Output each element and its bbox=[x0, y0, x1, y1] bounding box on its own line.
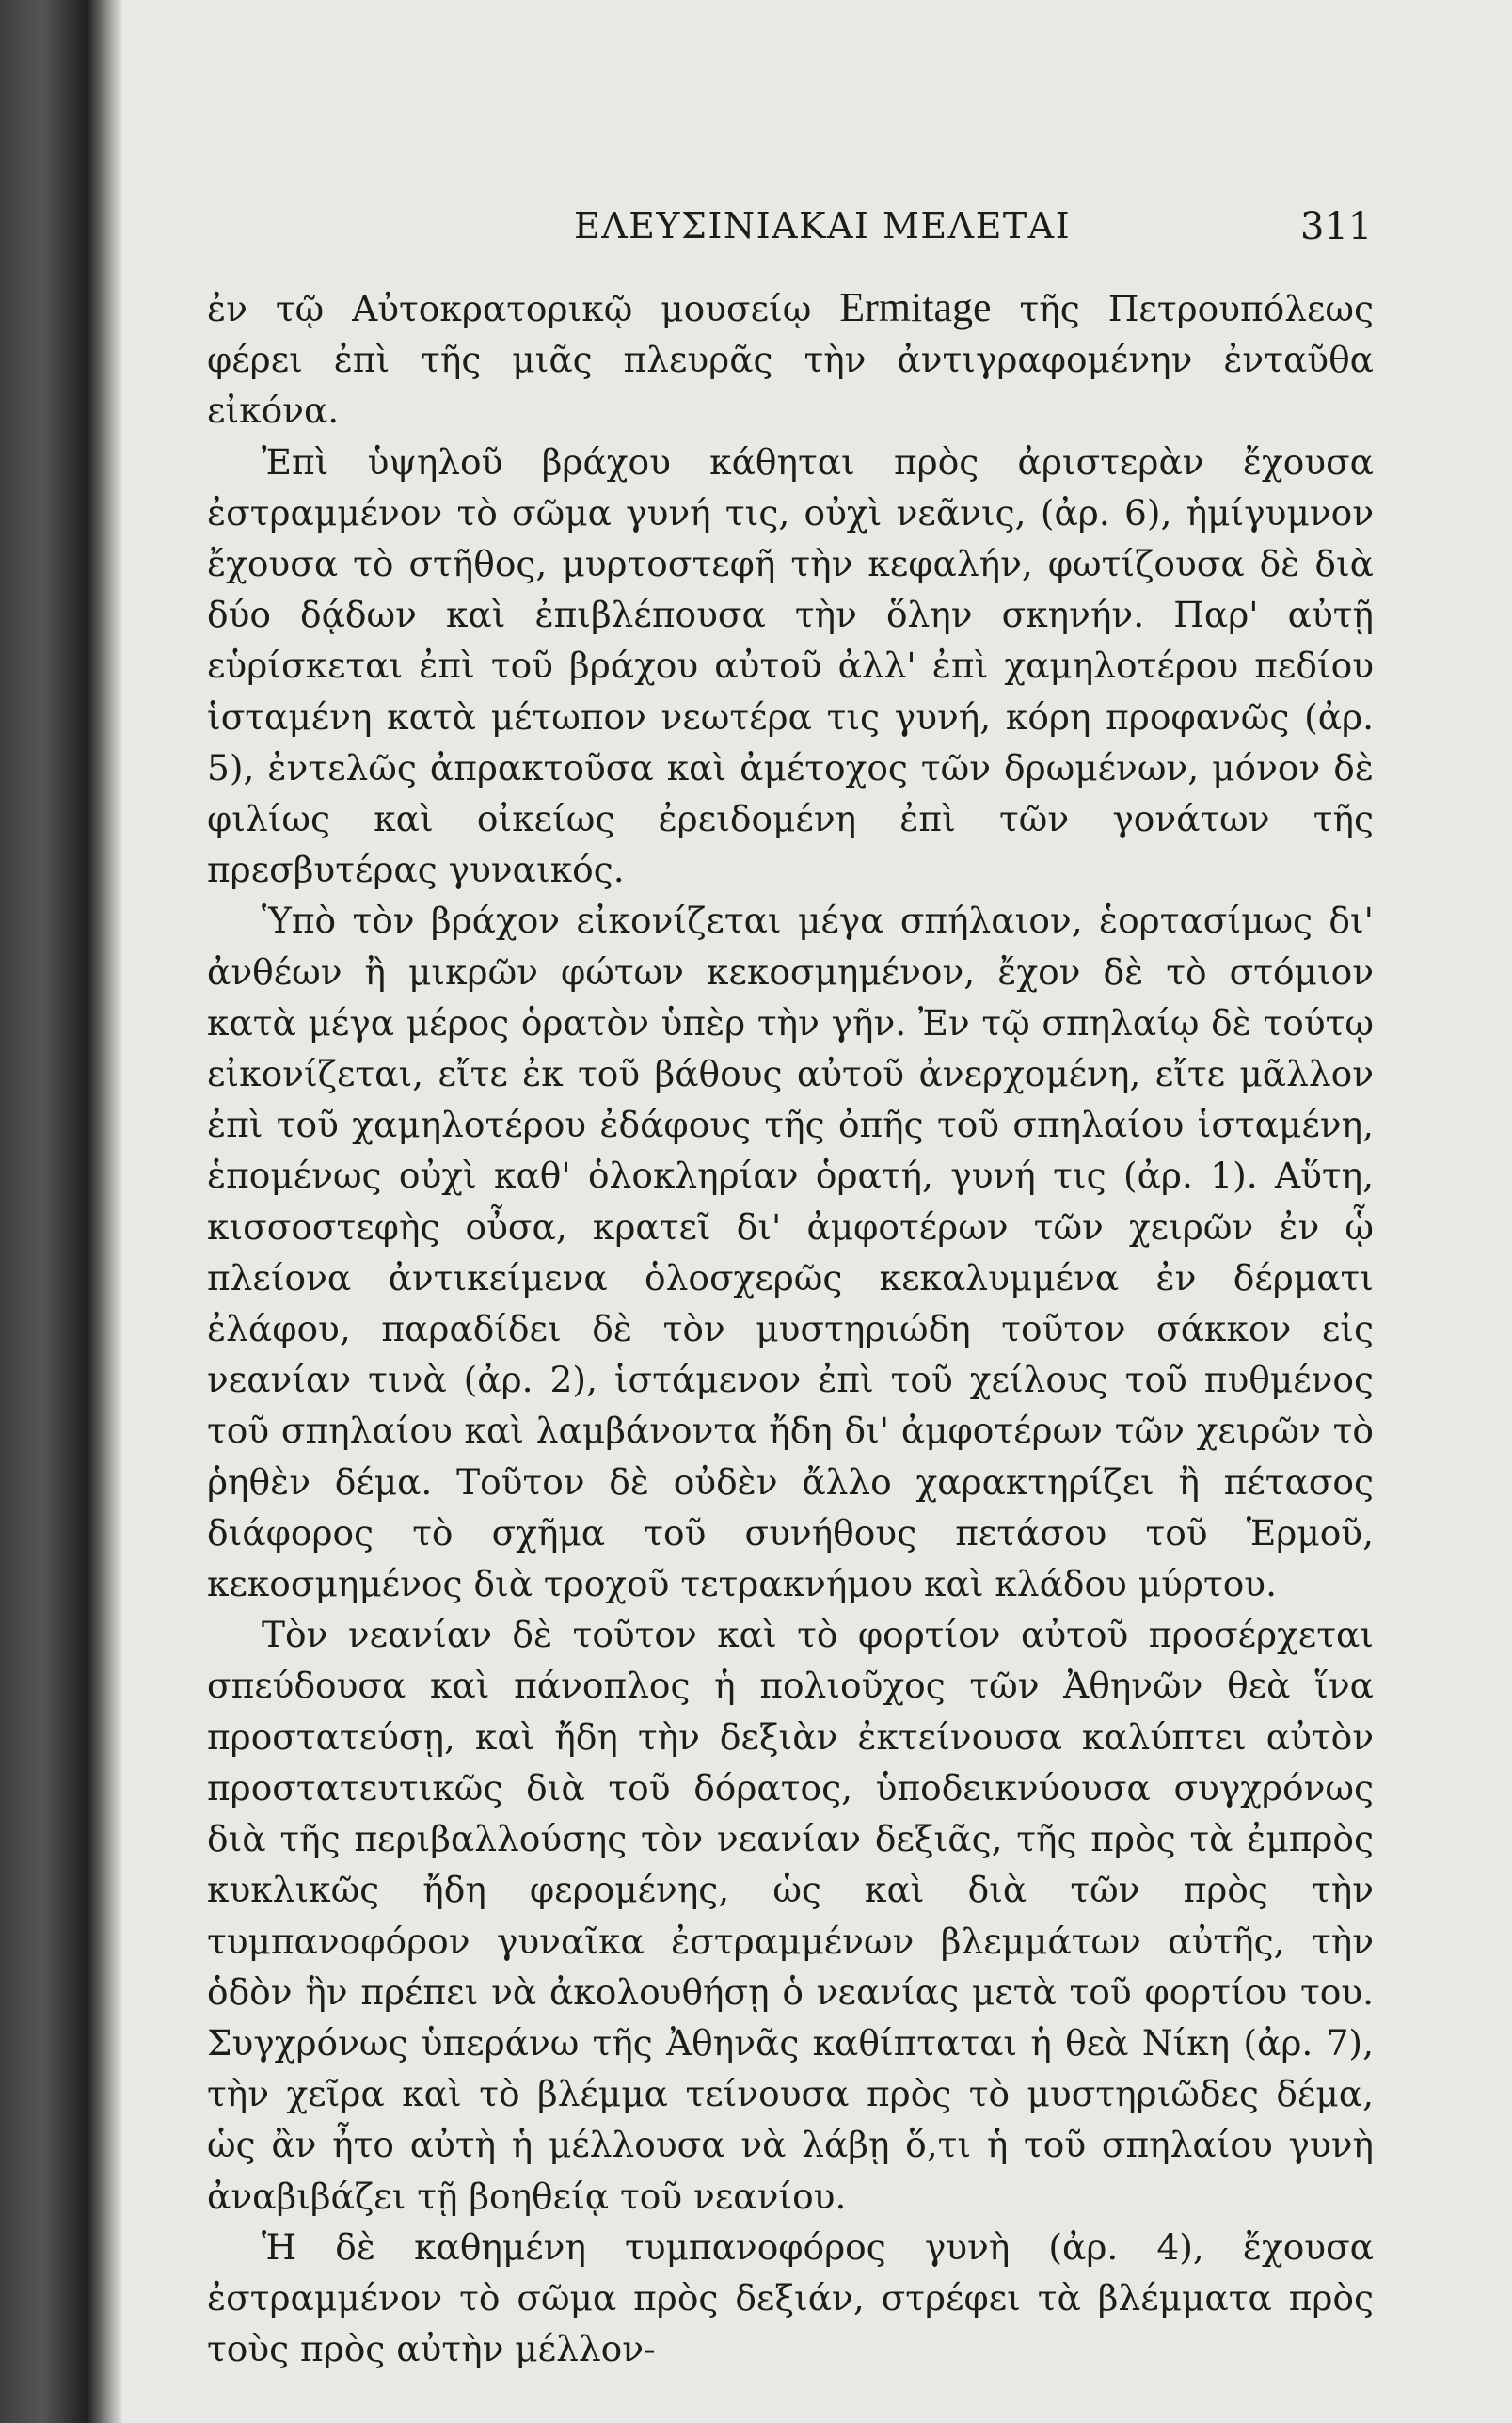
page-number: 311 bbox=[1300, 205, 1373, 248]
paragraph-4: Τὸν νεανίαν δὲ τοῦτον καὶ τὸ φορτίον αὐτοῦ προσέρχεται σπεύδουσα καὶ πάνοπλος ἡ πολιοῦχος τῶν Ἀθηνῶν θεὰ ἵνα προστατεύσῃ, καὶ ἤδη τὴν δεξιὰν ἐκτείνουσα καλύπτει αὐτὸν προστατευτικῶς διὰ τοῦ δόρατος, ὑποδεικνύουσα συγχρόνως διὰ τῆς περιβαλλούσης τὸν νεανίαν δεξιᾶς, τῆς πρὸς τὰ ἐμπρὸς κυκλικῶς ἤδη φερομένης, ὡς καὶ διὰ τῶν πρὸς τὴν τυμπανοφόρον γυναῖκα ἐστραμμένων βλεμμάτων αὐτῆς, τὴν ὁδὸν ἣν πρέπει νὰ ἀκολουθήσῃ ὁ νεανίας μετὰ τοῦ φορτίου του. Συγχρόνως ὑπεράνω τῆς Ἀθηνᾶς καθίπταται ἡ θεὰ Νίκη (ἀρ. 7), τὴν χεῖρα καὶ τὸ βλέμμα τείνουσα πρὸς τὸ μυστηριῶδες δέμα, ὡς ἂν ἦτο αὐτὴ ἡ μέλλουσα νὰ λάβῃ ὅ,τι ἡ τοῦ σπηλαίου γυνὴ ἀναβιβάζει τῇ βοηθείᾳ τοῦ νεανίου. bbox=[207, 1614, 1374, 2217]
book-spine-shadow bbox=[0, 0, 122, 2423]
running-title: ΕΛΕΥΣΙΝΙΑΚΑΙ ΜΕΛΕΤΑΙ bbox=[574, 205, 1072, 247]
page-header bbox=[141, 205, 1374, 262]
paragraph-1 bbox=[207, 282, 1374, 437]
paragraph-1-start: ἐν τῷ Αὐτοκρατορικῷ μουσείῳ bbox=[207, 288, 840, 329]
book-page bbox=[141, 0, 1496, 2423]
paragraph-2: Ἐπὶ ὑψηλοῦ βράχου κάθηται πρὸς ἀριστερὰν ἔχουσα ἐστραμμένον τὸ σῶμα γυνή τις, οὐχὶ νεᾶνις, (ἀρ. 6), ἡμίγυμνον ἔχουσα τὸ στῆθος, μυρτοστεφῆ τὴν κεφαλήν, φωτίζουσα δὲ διὰ δύο δᾴδων καὶ ἐπιβλέπουσα τὴν ὅλην σκηνήν. Παρ' αὐτῇ εὑρίσκεται ἐπὶ τοῦ βράχου αὐτοῦ ἀλλ' ἐπὶ χαμηλοτέρου πεδίου ἱσταμένη κατὰ μέτωπον νεωτέρα τις γυνή, κόρη προφανῶς (ἀρ. 5), ἐντελῶς ἀπρακτοῦσα καὶ ἀμέτοχος τῶν δρωμένων, μόνον δὲ φιλίως καὶ οἰκείως ἐρειδομένη ἐπὶ τῶν γονάτων τῆς πρεσβυτέρας γυναικός. bbox=[207, 440, 1374, 891]
paragraph-5: Ἡ δὲ καθημένη τυμπανοφόρος γυνὴ (ἀρ. 4), ἔχουσα ἐστραμμένον τὸ σῶμα πρὸς δεξιάν, στρέφει τὰ βλέμματα πρὸς τοὺς πρὸς αὐτὴν μέλλον- bbox=[207, 2225, 1374, 2370]
body-text bbox=[207, 282, 1374, 2374]
ermitage-word: Ermitage bbox=[839, 284, 992, 330]
paragraph-1-end: τῆς Πετρουπόλεως φέρει ἐπὶ τῆς μιᾶς πλευρᾶς τὴν ἀντιγραφομένην ἐνταῦθα εἰκόνα. bbox=[207, 288, 1374, 432]
paragraph-3: Ὑπὸ τὸν βράχον εἰκονίζεται μέγα σπήλαιον, ἑορτασίμως δι' ἀνθέων ἢ μικρῶν φώτων κεκοσμημένον, ἔχον δὲ τὸ στόμιον κατὰ μέγα μέρος ὁρατὸν ὑπὲρ τὴν γῆν. Ἐν τῷ σπηλαίῳ δὲ τούτῳ εἰκονίζεται, εἴτε ἐκ τοῦ βάθους αὐτοῦ ἀνερχομένη, εἴτε μᾶλλον ἐπὶ τοῦ χαμηλοτέρου ἐδάφους τῆς ὀπῆς τοῦ σπηλαίου ἱσταμένη, ἑπομένως οὐχὶ καθ' ὁλοκληρίαν ὁρατή, γυνή τις (ἀρ. 1). Αὕτη, κισσοστεφὴς οὖσα, κρατεῖ δι' ἀμφοτέρων τῶν χειρῶν ἐν ᾧ πλείονα ἀντικείμενα ὁλοσχερῶς κεκαλυμμένα ἐν δέρματι ἐλάφου, παραδίδει δὲ τὸν μυστηριώδη τοῦτον σάκκον εἰς νεανίαν τινὰ (ἀρ. 2), ἱστάμενον ἐπὶ τοῦ χείλους τοῦ πυθμένος τοῦ σπηλαίου καὶ λαμβάνοντα ἤδη δι' ἀμφοτέρων τῶν χειρῶν τὸ ῥηθὲν δέμα. Τοῦτον δὲ οὐδὲν ἄλλο χαρακτηρίζει ἢ πέτασος διάφορος τὸ σχῆμα τοῦ συνήθους πετάσου τοῦ Ἑρμοῦ, κεκοσμημένος διὰ τροχοῦ τετρακνήμου καὶ κλάδου μύρτου. bbox=[207, 900, 1374, 1605]
